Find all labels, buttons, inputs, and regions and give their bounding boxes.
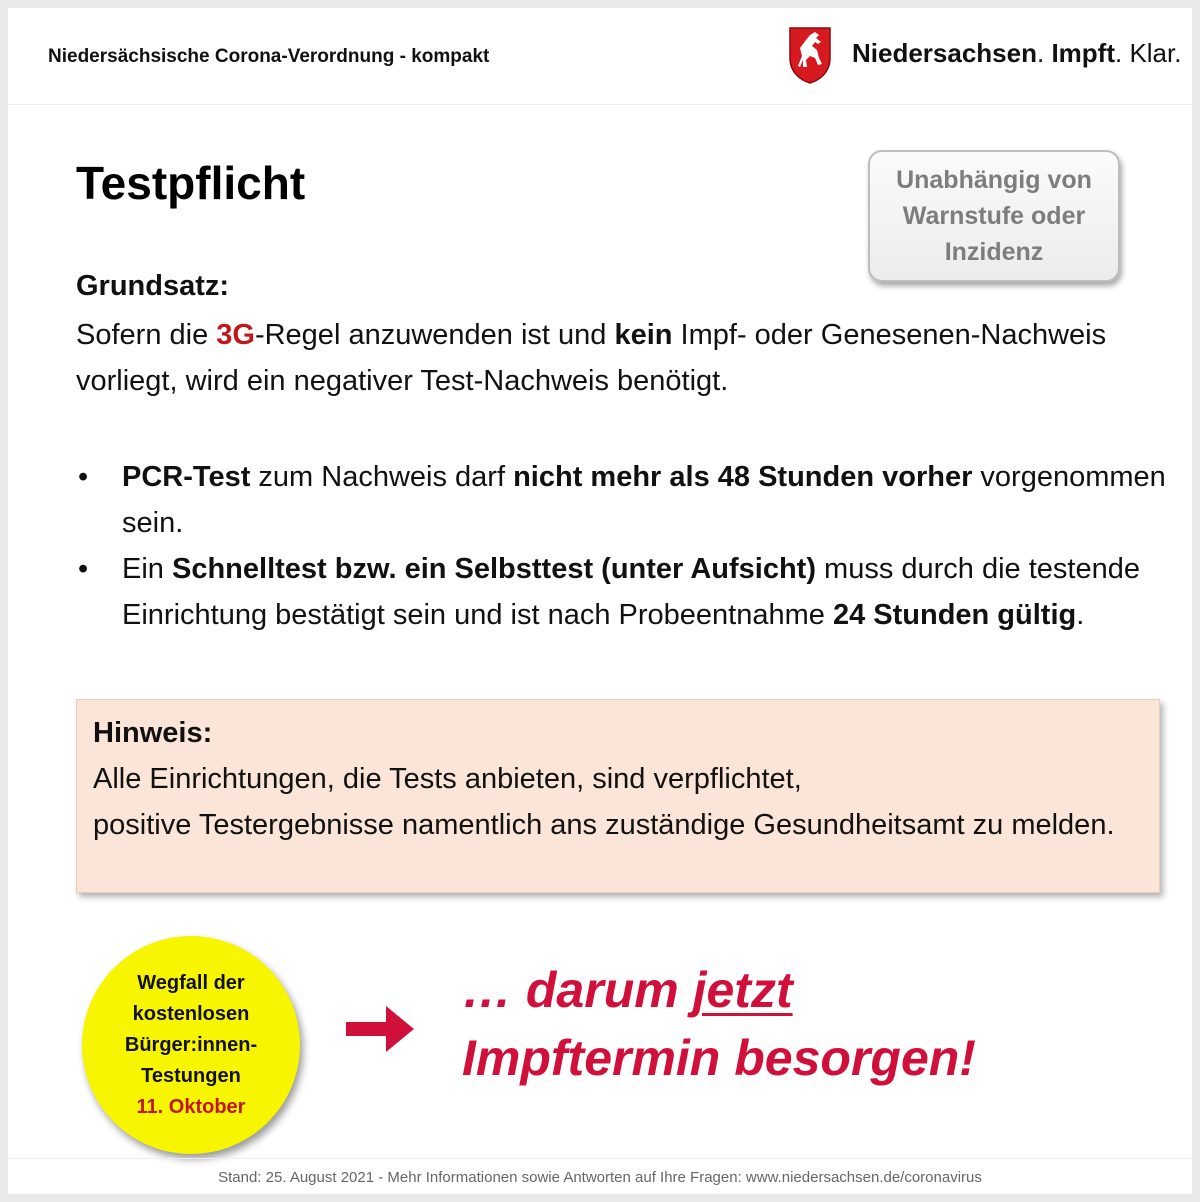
pcr-label: PCR-Test <box>122 461 251 493</box>
hinweis-line-2: positive Testergebnisse namentlich ans zuständige Gesundheitsamt zu melden. <box>93 809 1115 841</box>
brand-part-1: Niedersachsen <box>852 38 1037 68</box>
call-to-action <box>462 956 976 1092</box>
schnelltest-text-3: . <box>1076 599 1085 631</box>
cta-line-2: Impftermin besorgen! <box>462 1030 976 1086</box>
slide <box>8 8 1192 1194</box>
list-item-pcr <box>76 454 1166 546</box>
hinweis-line-1: Alle Einrichtungen, die Tests anbieten, sind verpflichtet, <box>93 763 802 795</box>
grundsatz-text-3: Impf- oder Genesenen-Nachweis vorliegt, wird ein negativer Test-Nachweis benötigt. <box>76 319 1107 397</box>
grundsatz-text-2: -Regel anzuwenden ist und <box>254 319 615 351</box>
grundsatz-3g: 3G <box>216 319 255 351</box>
brand-slogan <box>852 38 1181 69</box>
grundsatz-paragraph <box>76 312 1166 404</box>
pcr-limit: nicht mehr als 48 Stunden vorher <box>513 461 973 493</box>
brand-separator-2: . <box>1114 38 1130 68</box>
rules-list <box>76 454 1166 638</box>
footer <box>8 1158 1192 1195</box>
pcr-text-2: vorgenommen sein. <box>122 461 1166 539</box>
cta-jetzt: jetzt <box>692 962 793 1018</box>
scope-box <box>868 150 1120 282</box>
free-testing-end-badge <box>82 936 300 1154</box>
schnelltest-text-1: Ein <box>122 553 172 585</box>
badge-line-2: kostenlosen <box>132 1002 250 1025</box>
badge-date: 11. Oktober <box>136 1095 246 1118</box>
page-title: Testpflicht <box>76 157 306 209</box>
header-title: Niedersächsische Corona-Verordnung - kompakt <box>48 46 490 67</box>
list-item-schnelltest <box>76 546 1166 638</box>
hinweis-heading: Hinweis: <box>93 717 213 749</box>
brand-part-2: Impft <box>1051 38 1115 68</box>
arrow-right-icon <box>342 1000 418 1058</box>
schnelltest-label: Schnelltest bzw. ein Selbsttest (unter Aufsicht) <box>171 553 816 585</box>
cta-pre: … darum <box>462 962 693 1018</box>
schnelltest-text-2: muss durch die testende Einrichtung bestätigt sein und ist nach Probeentnahme <box>122 553 1140 631</box>
brand-part-3: Klar. <box>1129 38 1182 68</box>
badge-line-3: Bürger:innen- <box>124 1033 258 1056</box>
grundsatz-heading: Grundsatz: <box>76 270 230 302</box>
bullet-dot: • <box>78 461 89 493</box>
header <box>8 8 1192 105</box>
lower-saxony-horse-crest-icon <box>788 26 832 84</box>
grundsatz-kein: kein <box>614 319 673 351</box>
scope-box-label: Unabhängig von Warnstufe oder Inzidenz <box>896 166 1092 266</box>
pcr-text-1: zum Nachweis darf <box>250 461 514 493</box>
brand-separator-1: . <box>1036 38 1052 68</box>
bullet-dot: • <box>78 553 89 585</box>
badge-line-1: Wegfall der <box>137 971 245 994</box>
grundsatz-text-1: Sofern die <box>76 319 217 351</box>
cta-line-1 <box>462 956 976 1024</box>
schnelltest-validity: 24 Stunden gültig <box>832 599 1077 631</box>
hinweis-box <box>76 699 1160 893</box>
footer-text: Stand: 25. August 2021 - Mehr Informationen sowie Antworten auf Ihre Fragen: www.niedersachsen.de/coronavirus <box>218 1168 982 1186</box>
badge-line-4: Testungen <box>141 1064 241 1087</box>
